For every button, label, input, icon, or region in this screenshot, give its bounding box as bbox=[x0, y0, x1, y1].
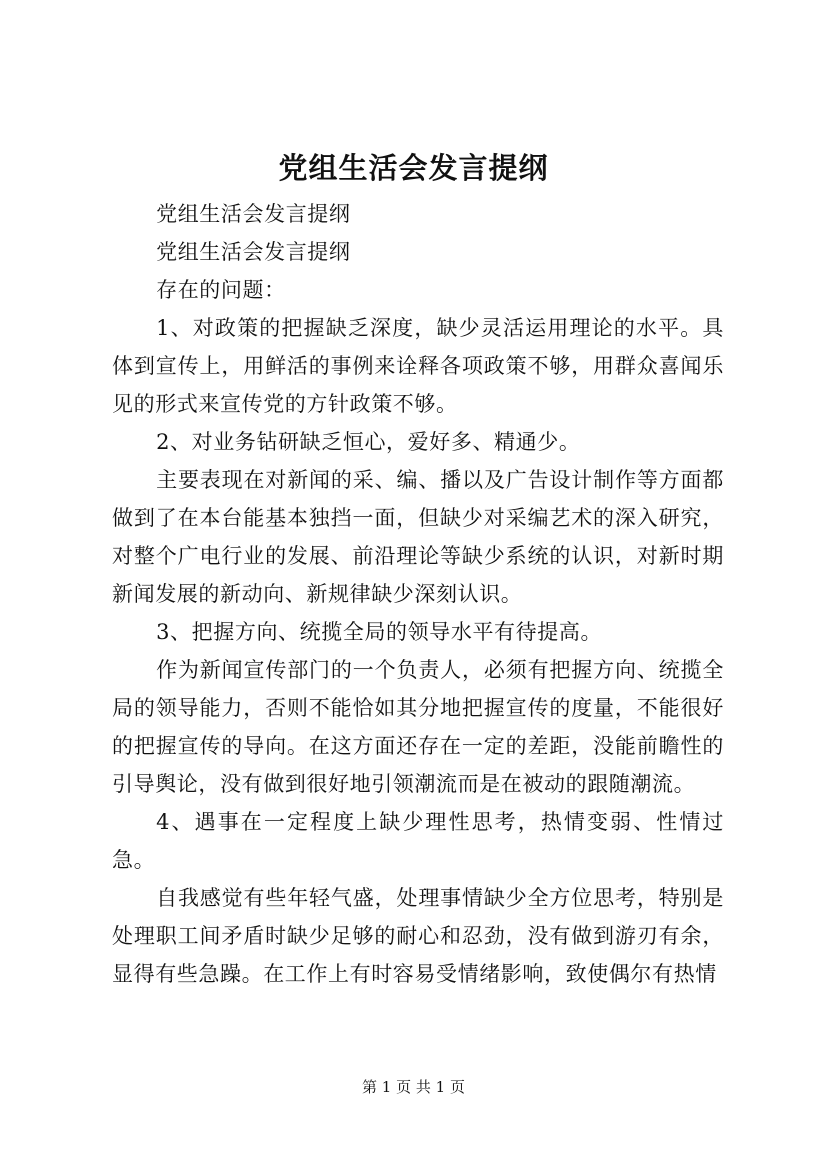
paragraph: 主要表现在对新闻的采、编、播以及广告设计制作等方面都做到了在本台能基本独挡一面，但缺少对采编艺术的深入研究，对整个广电行业的发展、前沿理论等缺少系统的认识，对新时期新闻发展的新动向、新规律缺少深刻认识。 bbox=[112, 468, 724, 606]
page-footer: 第 1 页 共 1 页 bbox=[362, 1078, 465, 1096]
paragraph: 党组生活会发言提纲 bbox=[156, 240, 351, 264]
paragraph: 作为新闻宣传部门的一个负责人，必须有把握方向、统揽全局的领导能力，否则不能恰如其分地把握宣传的度量，不能很好的把握宣传的导向。在这方面还存在一定的差距，没能前瞻性的引导舆论，没有做到很好地引领潮流而是在被动的跟随潮流。 bbox=[112, 658, 724, 796]
paragraph: 党组生活会发言提纲 bbox=[156, 202, 351, 226]
paragraph: 2、对业务钻研缺乏恒心，爱好多、精通少。 bbox=[156, 430, 581, 454]
paragraph: 存在的问题： bbox=[156, 278, 286, 302]
paragraph: 自我感觉有些年轻气盛，处理事情缺少全方位思考，特别是处理职工间矛盾时缺少足够的耐心和忍劲，没有做到游刃有余，显得有些急躁。在工作上有时容易受情绪影响，致使偶尔有热情 bbox=[112, 886, 724, 986]
paragraph: 4、遇事在一定程度上缺少理性思考，热情变弱、性情过急。 bbox=[112, 810, 724, 872]
document-body bbox=[112, 195, 724, 993]
paragraph: 3、把握方向、统揽全局的领导水平有待提高。 bbox=[156, 620, 603, 644]
paragraph: 1、对政策的把握缺乏深度，缺少灵活运用理论的水平。具体到宣传上，用鲜活的事例来诠释各项政策不够，用群众喜闻乐见的形式来宣传党的方针政策不够。 bbox=[112, 316, 724, 416]
document-title: 党组生活会发言提纲 bbox=[278, 151, 549, 185]
